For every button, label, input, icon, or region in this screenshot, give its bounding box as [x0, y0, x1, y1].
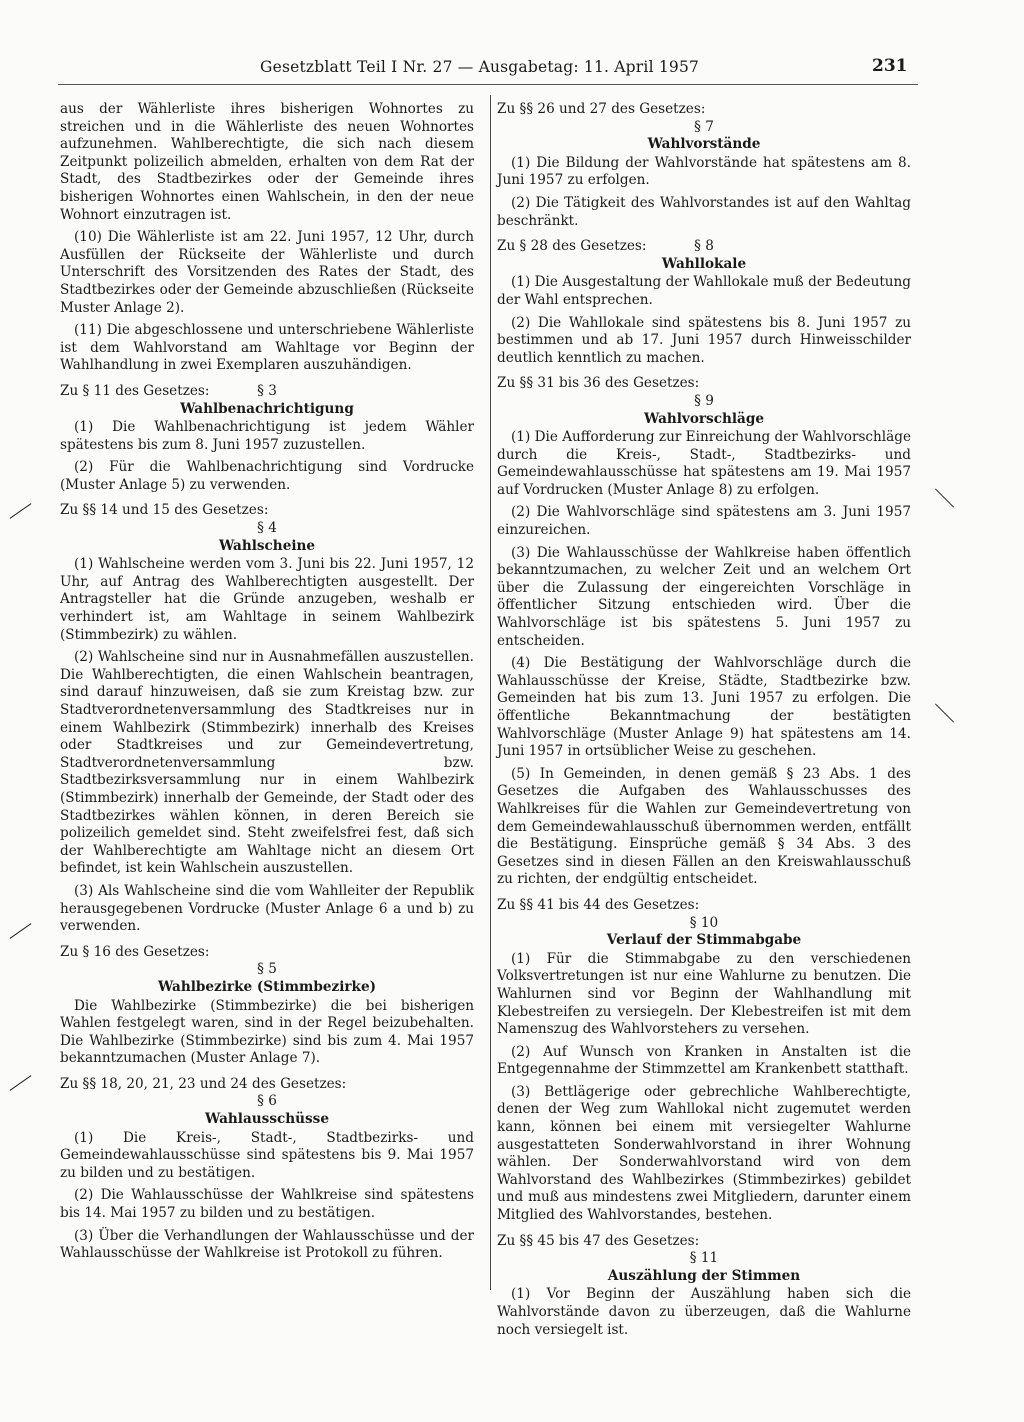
margin-mark: [935, 703, 954, 722]
paragraph: (1) Vor Beginn der Auszählung haben sich die Wahlvorstände davon zu überzeugen, daß die Wahlurne noch versiegelt ist.: [497, 1286, 911, 1338]
margin-mark: [10, 1075, 32, 1091]
section-title: Wahlbenachrichtigung: [180, 400, 354, 417]
section-title: Verlauf der Stimmabgabe: [606, 932, 802, 949]
paragraph: (1) Die Kreis-, Stadt-, Stadtbezirks- und Gemeindewahlausschüsse sind spätestens bis 9. Mai 1957 zu bilden und zu bestätigen.: [60, 1129, 474, 1181]
section-title: Wahllokale: [661, 255, 747, 272]
law-reference: Zu §§ 31 bis 36 des Gesetzes:: [497, 375, 700, 392]
margin-mark: [10, 503, 32, 519]
gazette-header-title: Gesetzblatt Teil I Nr. 27 — Ausgabetag: 11. April 1957: [260, 58, 700, 76]
paragraph: (1) Die Bildung der Wahlvorstände hat spätestens am 8. Juni 1957 zu erfolgen.: [497, 154, 911, 189]
section-title: Wahlausschüsse: [205, 1111, 329, 1128]
law-reference: Zu § 11 des Gesetzes:: [60, 382, 210, 399]
section-number: § 11: [689, 1250, 719, 1267]
paragraph: (1) Die Wahlbenachrichtigung ist jedem Wähler spätestens bis zum 8. Juni 1957 zuzustellen.: [60, 419, 474, 453]
section-title: Wahlvorschläge: [643, 410, 764, 427]
paragraph: (1) Für die Stimmabgabe zu den verschiedenen Volksvertretungen ist nur eine Wahlurne zu benutzen. Die Wahlurnen sind vor Beginn der Wahlhandlung mit Klebestreifen zu versiegeln. Der Klebestreifen ist mit dem Namenszug des Wahlvorstehers zu versehen.: [497, 950, 911, 1038]
page-header: [0, 58, 1024, 80]
paragraph: (11) Die abgeschlossene und unterschriebene Wählerliste ist dem Wahlvorstand am Wahltage vor Beginn der Wahlhandlung in zwei Exemplaren auszuhändigen.: [60, 322, 474, 374]
paragraph: (2) Für die Wahlbenachrichtigung sind Vordrucke (Muster Anlage 5) zu verwenden.: [60, 459, 474, 493]
law-reference: Zu §§ 26 und 27 des Gesetzes:: [497, 101, 706, 117]
paragraph: (4) Die Bestätigung der Wahlvorschläge durch die Wahlausschüsse der Kreise, Städte, Stadtbezirke bzw. Gemeinden hat bis zum 13. Juni 1957 zu erfolgen. Die öffentliche Bekanntmachung der bestätigten Wahlvorschläge (Muster Anlage 9) hat spätestens am 14. Juni 1957 in ortsüblicher Weise zu geschehen.: [497, 655, 911, 760]
paragraph: (2) Die Tätigkeit des Wahlvorstandes ist auf den Wahltag beschränkt.: [497, 194, 911, 229]
paragraph: (2) Die Wahllokale sind spätestens bis 8. Juni 1957 zu bestimmen und ab 17. Juni 1957 durch Hinweisschilder deutlich kenntlich zu machen.: [497, 314, 911, 366]
margin-mark: [935, 488, 954, 507]
paragraph: aus der Wählerliste ihres bisherigen Wohnortes zu streichen und in die Wählerliste des neuen Wohnortes aufzunehmen. Wahlberechtigte, die sich nach diesem Zeitpunkt polizeilich abmelden, erhalten von dem Rat der Stadt, des Stadtbezirkes oder der Gemeinde ihres bisherigen Wohnortes einen Wahlschein, in den der neue Wohnort einzutragen ist.: [60, 101, 474, 223]
section-number: § 4: [257, 520, 277, 537]
paragraph: (3) Als Wahlscheine sind die vom Wahlleiter der Republik herausgegebenen Vordrucke (Muster Anlage 6 a und b) zu verwenden.: [60, 882, 474, 935]
paragraph: (3) Über die Verhandlungen der Wahlausschüsse und der Wahlausschüsse der Wahlkreise ist Protokoll zu führen.: [60, 1227, 474, 1262]
page-number: 231: [872, 56, 908, 76]
law-reference: Zu §§ 18, 20, 21, 23 und 24 des Gesetzes:: [60, 1075, 347, 1092]
right-column: [497, 101, 911, 1344]
section-title: Wahlbezirke (Stimmbezirke): [157, 978, 377, 995]
section-title: Auszählung der Stimmen: [607, 1267, 801, 1284]
paragraph: (3) Bettlägerige oder gebrechliche Wahlberechtigte, denen der Weg zum Wahllokal nicht zugemutet werden kann, können bei einem mit versiegelter Wahlurne ausgestatteten Sonderwahlvorstand in ihrer Wohnung wählen. Der Sonderwahlvorstand wird von dem Wahlvorstand des Wahlbezirkes (Stimmbezirkes) gebildet und muß aus mindestens zwei Mitgliedern, darunter einem Mitglied des Wahlvorstandes, bestehen.: [497, 1083, 911, 1224]
section-number: § 8: [694, 238, 714, 255]
law-reference: Zu § 28 des Gesetzes:: [497, 238, 647, 255]
left-column: [60, 101, 474, 1268]
paragraph: Die Wahlbezirke (Stimmbezirke) die bei bisherigen Wahlen festgelegt waren, sind in der Regel beizubehalten. Die Wahlbezirke (Stimmbezirke) sind bis zum 4. Mai 1957 bekanntzumachen (Muster Anlage 7).: [60, 997, 474, 1067]
law-reference: Zu §§ 45 bis 47 des Gesetzes:: [497, 1232, 700, 1249]
section-number: § 9: [694, 392, 714, 409]
law-reference: Zu §§ 41 bis 44 des Gesetzes:: [497, 896, 700, 913]
paragraph: (2) Wahlscheine sind nur in Ausnahmefällen auszustellen. Die Wahlberechtigten, die einen Wahlschein beantragen, sind darauf hinzuweisen, daß sie zum Kreistag bzw. zur Stadtverordnetenversammlung des Stadtkreises nur in einem Wahlbezirk (Stimmbezirk) innerhalb des Kreises oder Stadtkreises und zur Gemeindevertretung, Stadtverordnetenversammlung bzw. Stadtbezirksversammlung nur in einem Wahlbezirk (Stimmbezirk) innerhalb der Gemeinde, der Stadt oder des Stadtbezirkes wählen können, in deren Bereich sie polizeilich gemeldet sind. Steht zweifelsfrei fest, daß sich der Wahlberechtigte am Wahltage nicht an diesem Ort befindet, ist kein Wahlschein auszustellen.: [60, 649, 474, 877]
paragraph: (10) Die Wählerliste ist am 22. Juni 1957, 12 Uhr, durch Ausfüllen der Rückseite der Wählerliste und durch Unterschrift des Vorsitzenden des Rates der Stadt, des Stadtbezirkes oder der Gemeinde abzuschließen (Rückseite Muster Anlage 2).: [60, 229, 474, 316]
section-number: § 10: [689, 914, 719, 931]
paragraph: (3) Die Wahlausschüsse der Wahlkreise haben öffentlich bekanntzumachen, zu welcher Zeit und an welchem Ort über die Zulassung der eingereichten Vorschläge in öffentlicher Sitzung entschieden wird. Über die Wahlvorschläge ist bis spätestens 5. Juni 1957 zu entscheiden.: [497, 544, 911, 649]
paragraph: (1) Die Ausgestaltung der Wahllokale muß der Bedeutung der Wahl entsprechen.: [497, 274, 911, 308]
paragraph: (1) Wahlscheine werden vom 3. Juni bis 22. Juni 1957, 12 Uhr, auf Antrag des Wahlberechtigten ausgestellt. Der Antragsteller hat die Gründe anzugeben, weshalb er verhindert ist, am Wahltage in seinem Wahlbezirk (Stimmbezirk) zu wählen.: [60, 556, 474, 643]
law-reference: Zu §§ 14 und 15 des Gesetzes:: [60, 502, 269, 519]
section-number: § 7: [694, 118, 714, 135]
section-title: Wahlvorstände: [647, 136, 761, 153]
paragraph: (5) In Gemeinden, in denen gemäß § 23 Abs. 1 des Gesetzes die Aufgaben des Wahlausschusses des Wahlkreises für die Wahlen zur Gemeindevertretung von dem Gemeindewahlausschuß übernommen werden, entfällt die Bestätigung. Einsprüche gemäß § 34 Abs. 3 des Gesetzes sind in diesen Fällen an den Kreiswahlausschuß zu richten, der endgültig entscheidet.: [497, 765, 911, 888]
paragraph: (2) Auf Wunsch von Kranken in Anstalten ist die Entgegennahme der Stimmzettel am Krankenbett statthaft.: [497, 1043, 911, 1078]
margin-mark: [10, 923, 32, 939]
header-rule: [58, 84, 918, 85]
section-number: § 5: [257, 961, 277, 978]
paragraph: (2) Die Wahlausschüsse der Wahlkreise sind spätestens bis 14. Mai 1957 zu bilden und zu bestätigen.: [60, 1187, 474, 1222]
paragraph: (2) Die Wahlvorschläge sind spätestens am 3. Juni 1957 einzureichen.: [497, 504, 911, 539]
paragraph: (1) Die Aufforderung zur Einreichung der Wahlvorschläge durch die Kreis-, Stadt-, Stadtbezirks- und Gemeindewahlausschüsse hat spätestens am 19. Mai 1957 auf Vordrucken (Muster Anlage 8) zu erfolgen.: [497, 429, 911, 498]
section-title: Wahlscheine: [218, 537, 316, 554]
law-reference: Zu § 16 des Gesetzes:: [60, 943, 210, 960]
section-number: § 3: [257, 382, 277, 399]
section-number: § 6: [257, 1093, 277, 1110]
column-divider: [490, 95, 491, 1290]
